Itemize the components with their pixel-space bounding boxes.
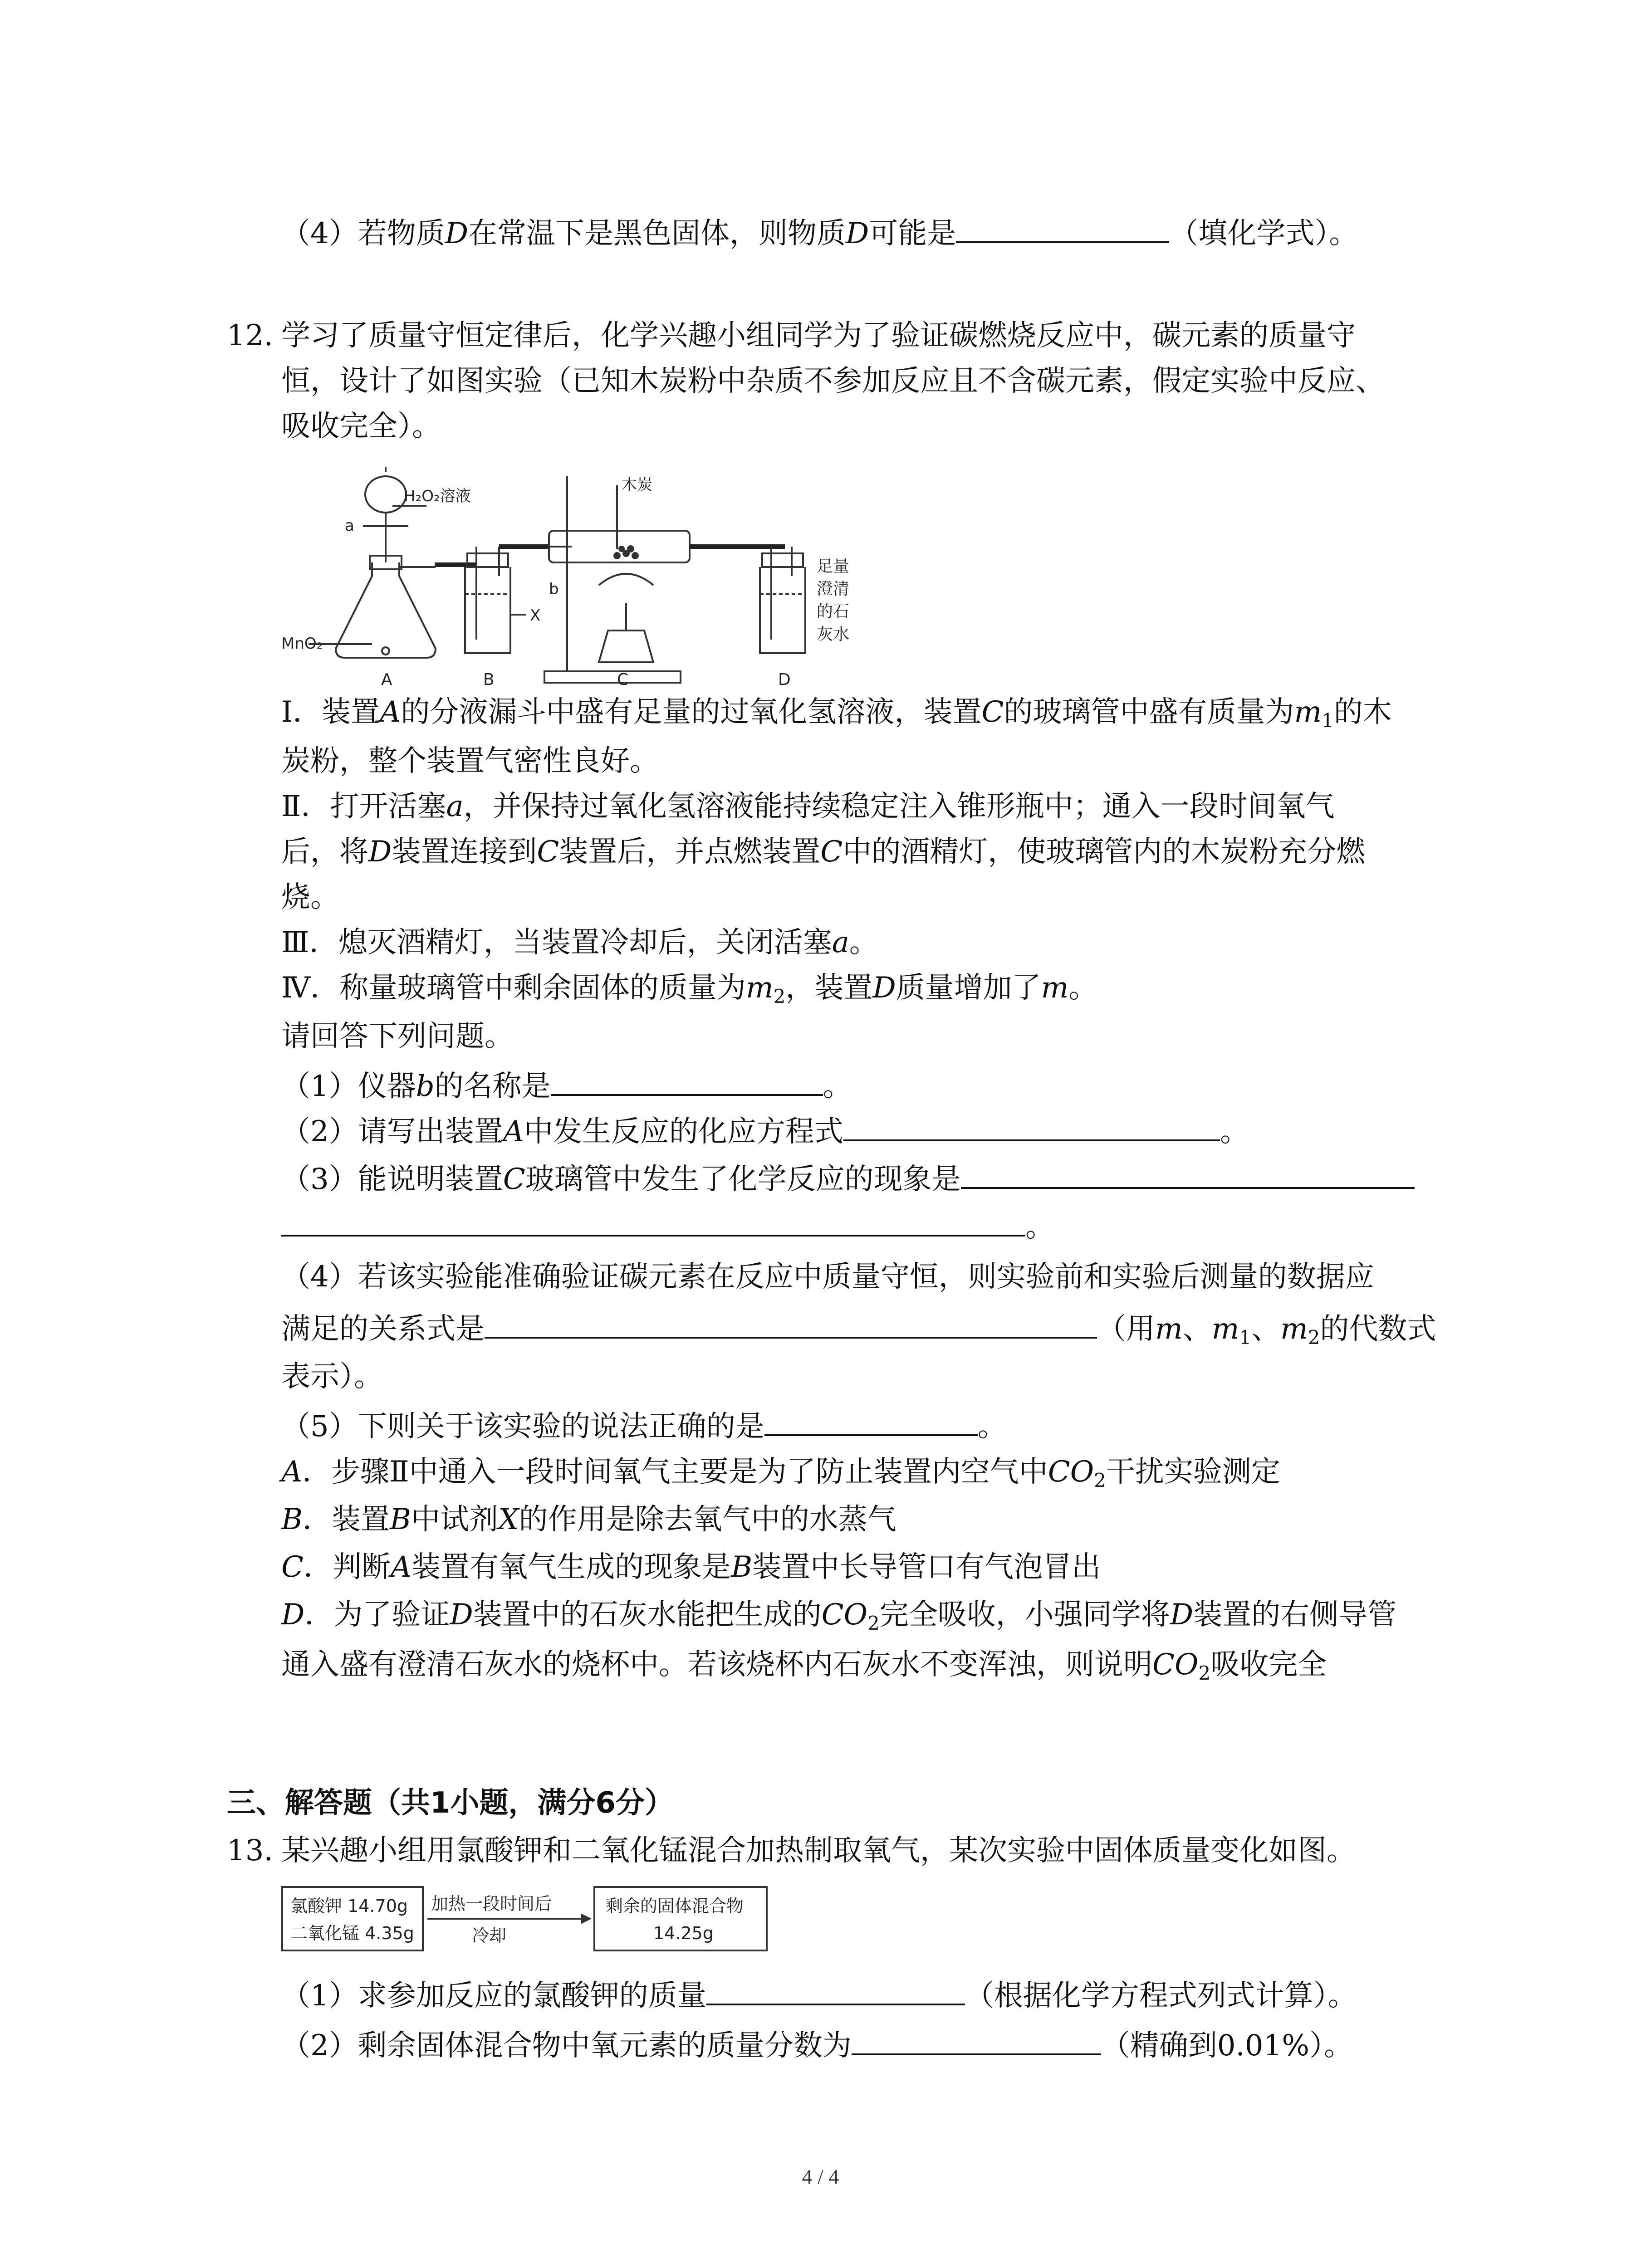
q12-ask: 请回答下列问题。 <box>281 1020 514 1053</box>
step-2: Ⅱ．打开活塞a，并保持过氧化氢溶液能持续稳定注入锥形瓶中；通入一段时间氧气 <box>281 790 1335 823</box>
label-h2o2: H₂O₂溶液 <box>404 487 471 505</box>
label-C: C <box>617 670 629 689</box>
label-x: X <box>530 606 541 625</box>
apparatus-figure <box>272 458 862 694</box>
option-a: A．步骤Ⅱ中通入一段时间氧气主要是为了防止装置内空气中$CO_2$干扰实验测定 <box>281 1455 1280 1491</box>
label-b: b <box>549 580 559 598</box>
q12-part4-cont: 满足的关系式是 （用m、$m_1$、$m_2$的代数式 <box>281 1309 1436 1356</box>
q12-part5: （5）下则关于该实验的说法正确的是 。 <box>281 1406 1007 1445</box>
step-4: Ⅳ．称量玻璃管中剩余固体的质量为$m_2$，装置D质量增加了m。 <box>281 971 1098 1007</box>
svg-text:足量: 足量 <box>817 557 850 576</box>
q12-intro-line3: 吸收完全）。 <box>281 410 441 443</box>
step-2-end: 烧。 <box>281 880 339 914</box>
svg-text:氯酸钾 14.70g: 氯酸钾 14.70g <box>290 1896 408 1916</box>
step-1-cont: 炭粉，整个装置气密性良好。 <box>281 744 659 778</box>
answer-blank[interactable] <box>956 213 1169 243</box>
svg-text:加热一段时间后: 加热一段时间后 <box>431 1894 552 1914</box>
label-D: D <box>778 670 791 689</box>
step-3: Ⅲ．熄灭酒精灯，当装置冷却后，关闭活塞a。 <box>281 926 878 959</box>
label-a: a <box>345 517 354 535</box>
label-mno2: MnO₂ <box>281 635 323 653</box>
q12-intro-line1: 学习了质量守恒定律后，化学兴趣小组同学为了验证碳燃烧反应中，碳元素的质量守 <box>281 319 1356 352</box>
bottle-b <box>465 567 510 653</box>
q13-part2: （2）剩余固体混合物中氧元素的质量分数为 （精确到0.01%）。 <box>281 2025 1353 2064</box>
q13-intro: 某兴趣小组用氯酸钾和二氧化锰混合加热制取氧气，某次实验中固体质量变化如图。 <box>281 1834 1356 1867</box>
answer-blank[interactable] <box>961 1159 1415 1189</box>
section-heading: 三、解答题（共1小题，满分6分） <box>227 1786 674 1820</box>
svg-text:剩余的固体混合物: 剩余的固体混合物 <box>606 1896 744 1916</box>
arrow-head <box>581 1913 592 1924</box>
separatory-funnel <box>365 476 406 513</box>
q12-part4-end: 表示）。 <box>281 1360 383 1393</box>
svg-text:14.25g: 14.25g <box>653 1923 714 1943</box>
q11-part4: （4）若物质D在常温下是黑色固体，则物质D可能是 （填化学式）。 <box>281 213 1358 252</box>
q12-number: 12. <box>227 319 273 352</box>
option-c: C．判断A装置有氧气生成的现象是B装置中长导管口有气泡冒出 <box>281 1550 1101 1584</box>
q12-part4: （4）若该实验能准确验证碳元素在反应中质量守恒，则实验前和实验后测量的数据应 <box>281 1260 1374 1294</box>
q12-intro-line2: 恒，设计了如图实验（已知木炭粉中杂质不参加反应且不含碳元素，假定实验中反应、 <box>281 364 1385 398</box>
step-1: Ⅰ．装置A的分液漏斗中盛有足量的过氧化氢溶液，装置C的玻璃管中盛有质量为$m_1$的木 <box>281 695 1392 732</box>
label-B: B <box>483 670 495 689</box>
svg-text:的石: 的石 <box>817 602 850 621</box>
answer-blank[interactable] <box>281 1207 1025 1237</box>
q12-part1: （1）仪器b的名称是 。 <box>281 1066 852 1105</box>
answer-blank[interactable] <box>551 1066 823 1096</box>
label-A: A <box>381 670 392 689</box>
option-b: B．装置B中试剂X的作用是除去氧气中的水蒸气 <box>281 1503 896 1536</box>
answer-blank[interactable] <box>764 1406 978 1436</box>
option-d: D．为了验证D装置中的石灰水能把生成的$CO_2$完全吸收，小强同学将D装置的右侧导管 <box>281 1598 1397 1634</box>
option-d-cont: 通入盛有澄清石灰水的烧杯中。若该烧杯内石灰水不变浑浊，则说明$CO_2$吸收完全 <box>281 1648 1327 1684</box>
svg-text:灰水: 灰水 <box>817 625 850 644</box>
q13-diagram <box>281 1882 771 1955</box>
q12-part3: （3）能说明装置C玻璃管中发生了化学反应的现象是 <box>281 1159 1415 1198</box>
answer-blank[interactable] <box>843 1111 1220 1141</box>
answer-blank[interactable] <box>706 1975 965 2005</box>
q12-part3-cont: 。 <box>281 1207 1054 1245</box>
q13-part1: （1）求参加反应的氯酸钾的质量 （根据化学方程式列式计算）。 <box>281 1975 1357 2014</box>
step-2-cont: 后，将D装置连接到C装置后，并点燃装置C中的酒精灯，使玻璃管内的木炭粉充分燃 <box>281 835 1366 869</box>
svg-text:冷却: 冷却 <box>472 1926 507 1945</box>
svg-text:澄清: 澄清 <box>817 580 850 598</box>
answer-blank[interactable] <box>485 1309 1097 1339</box>
label-charcoal: 木炭 <box>622 476 652 494</box>
svg-text:二氧化锰 4.35g: 二氧化锰 4.35g <box>290 1923 414 1943</box>
answer-blank[interactable] <box>852 2025 1101 2055</box>
bottle-d <box>760 567 805 653</box>
alcohol-lamp <box>599 631 653 662</box>
q12-part2: （2）请写出装置A中发生反应的化应方程式 。 <box>281 1111 1249 1150</box>
page-number: 4 / 4 <box>802 2165 839 2188</box>
q13-number: 13. <box>227 1834 273 1867</box>
